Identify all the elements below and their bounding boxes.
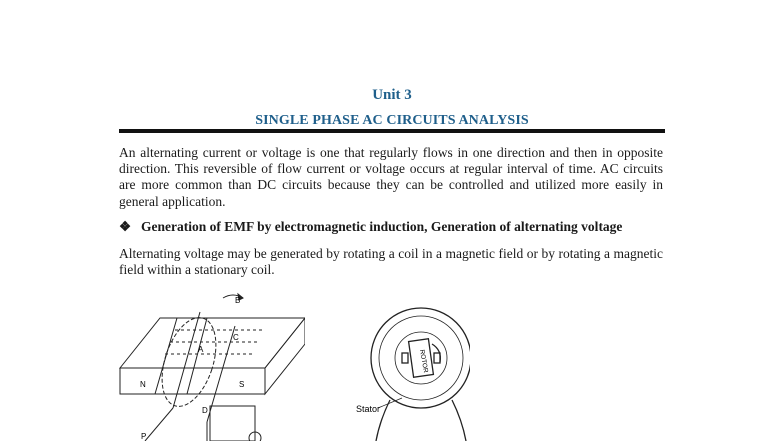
stator-label: Stator [356,404,381,414]
label-n: N [140,380,146,389]
intro-paragraph: An alternating current or voltage is one that regularly flows in one direction and then in opposite direction. This reversible of flow current or voltage occurs at regular interval of time. AC circuits are more common than DC circuits because they can be controlled and utilized more easily in general application. [119,145,663,209]
coil-in-magnetic-field-figure [115,290,305,441]
chapter-title: SINGLE PHASE AC CIRCUITS ANALYSIS [255,113,529,128]
diamond-bullet-icon: ❖ [119,219,132,234]
unit-number: Unit 3 [372,87,412,103]
label-d: D [202,406,208,415]
section-paragraph: Alternating voltage may be generated by rotating a coil in a magnetic field or by rotating a magnetic field within a stationary coil. [119,246,663,278]
label-s: S [239,380,245,389]
title-divider [119,129,665,133]
label-c: C [233,333,239,342]
section-heading-text: Generation of EMF by electromagnetic induction, Generation of alternating voltage [141,219,623,234]
rotor-label: ROTOR [418,349,429,374]
label-a: A [198,345,204,354]
label-p: P [141,432,147,441]
label-b: B [235,296,241,305]
rotating-magnet-figure [350,290,470,441]
section-heading [119,219,679,235]
